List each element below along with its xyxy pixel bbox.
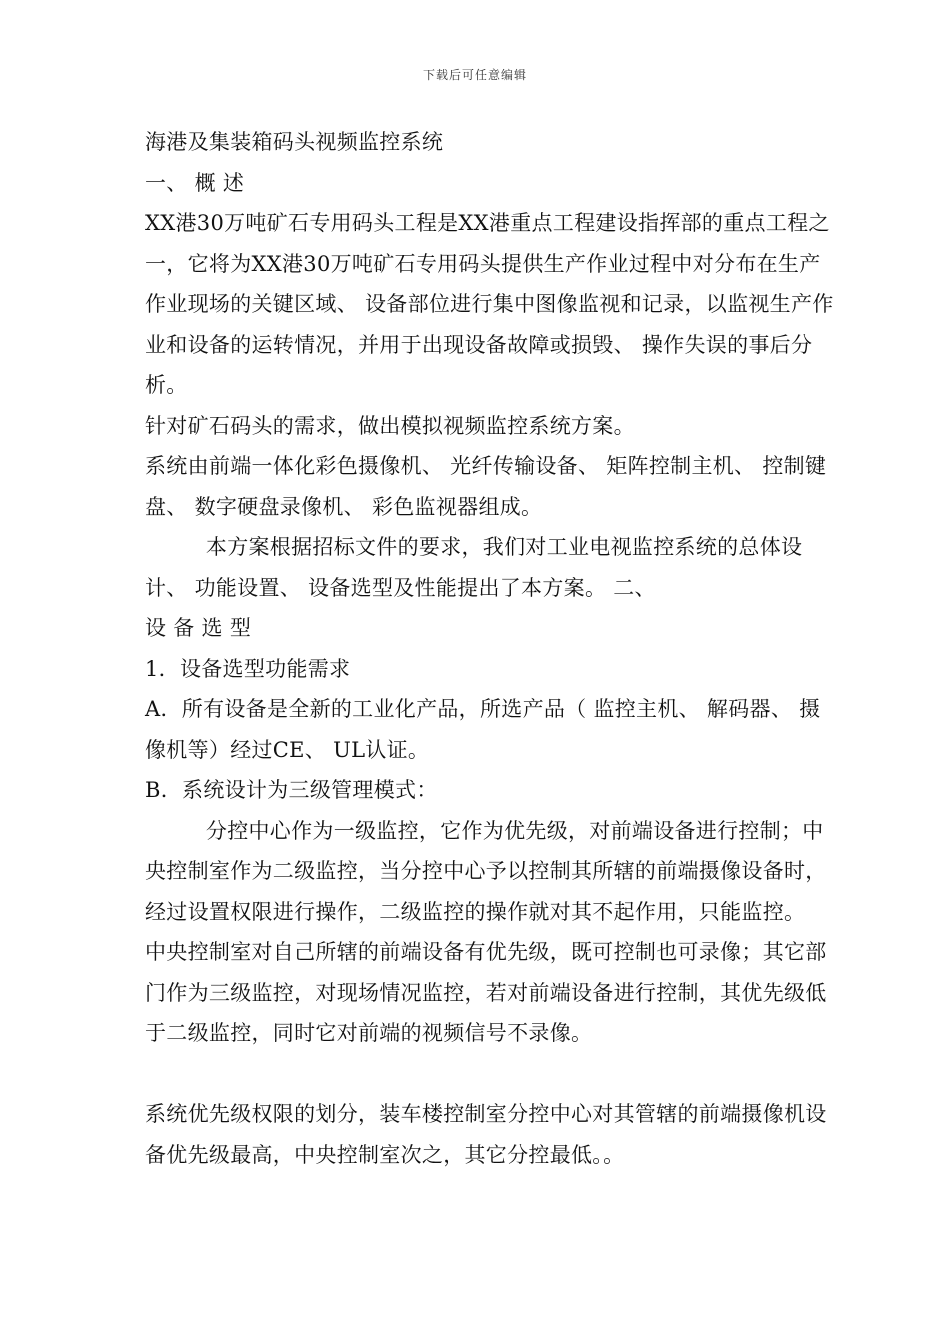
- list-item-b: B．系统设计为三级管理模式：: [145, 778, 438, 802]
- section-heading-overview: 一、 概 述: [145, 170, 245, 195]
- blank-line: [145, 1054, 835, 1095]
- document-body: [145, 122, 835, 1175]
- paragraph-system-components: 系统由前端一体化彩色摄像机、 光纤传输设备、 矩阵控制主机、 控制键盘、 数字硬盘录像机、 彩色监视器组成。: [145, 454, 827, 519]
- paragraph-priority: 系统优先级权限的划分，装车楼控制室分控中心对其管辖的前端摄像机设备优先级最高，中央控制室次之，其它分控最低。。: [145, 1102, 827, 1167]
- document-title: 海港及集装箱码头视频监控系统: [145, 130, 444, 154]
- paragraph-central-control: 中央控制室对自己所辖的前端设备有优先级，既可控制也可录像；其它部门作为三级监控，对现场情况监控，若对前端设备进行控制，其优先级低于二级监控，同时它对前端的视频信号不录像。: [145, 940, 827, 1045]
- list-item-requirements: 1．设备选型功能需求: [145, 656, 351, 681]
- paragraph-solution-intro: 针对矿石码头的需求，做出模拟视频监控系统方案。: [145, 413, 635, 438]
- paragraph-plan-summary: 本方案根据招标文件的要求，我们对工业电视监控系统的总体设计、 功能设置、 设备选型及性能提出了本方案。 二、: [145, 535, 803, 600]
- paragraph-project-intro: XX港30万吨矿石专用码头工程是XX港重点工程建设指挥部的重点工程之一，它将为XX港30万吨矿石专用码头提供生产作业过程中对分布在生产作业现场的关键区域、 设备部位进行集中图像监视和记录，以监视生产作业和设备的运转情况，并用于出现设备故障或损毁、 操作失误的事后分析。: [145, 211, 834, 397]
- list-item-a: A．所有设备是全新的工业化产品，所选产品（ 监控主机、 解码器、 摄像机等）经过CE、 UL认证。: [145, 697, 821, 762]
- header-note: 下载后可任意编辑: [422, 68, 527, 82]
- section-heading-equipment-selection: 设 备 选 型: [145, 616, 252, 640]
- paragraph-level-one: 分控中心作为一级监控，它作为优先级，对前端设备进行控制；中央控制室作为二级监控，当分控中心予以控制其所辖的前端摄像设备时，经过设置权限进行操作，二级监控的操作就对其不起作用，只能监控。: [145, 818, 827, 924]
